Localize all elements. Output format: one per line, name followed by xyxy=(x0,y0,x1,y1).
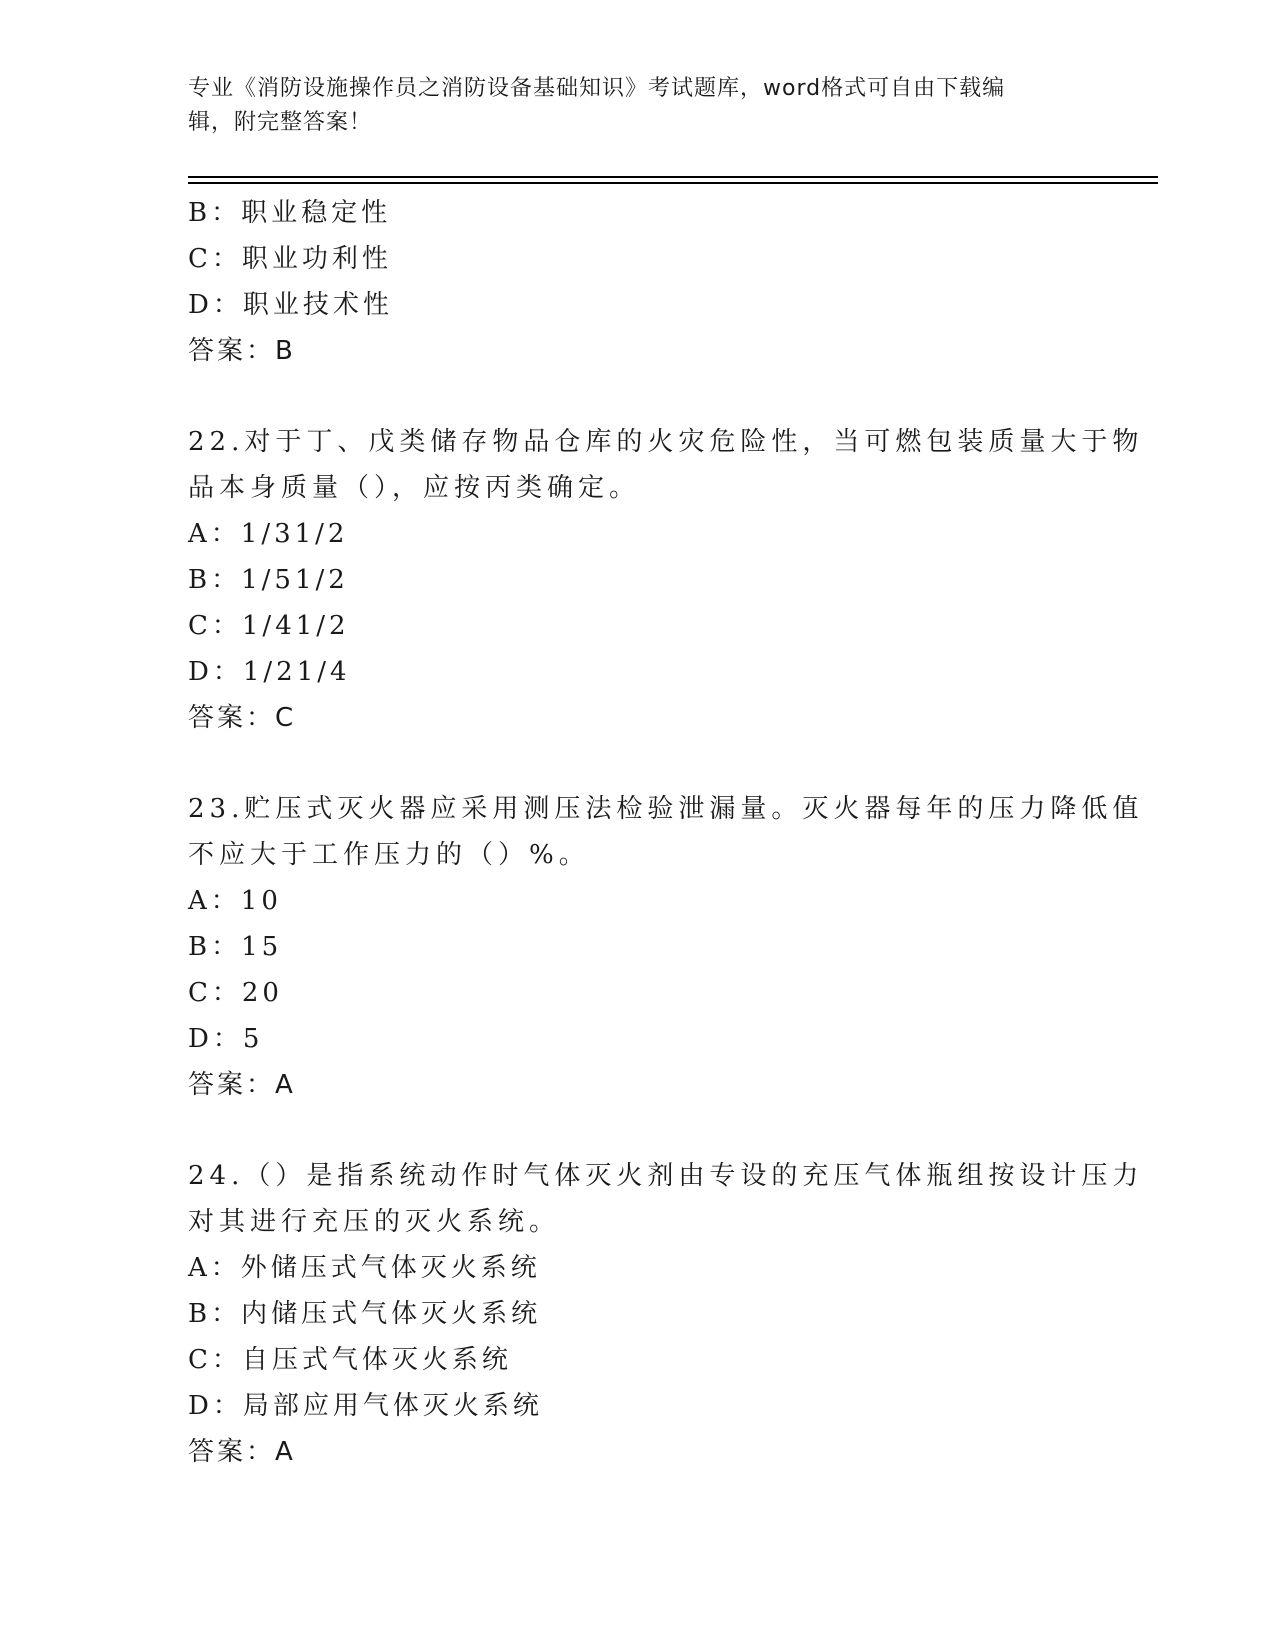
question-23 xyxy=(188,786,1144,1108)
option-c: C：自压式气体灭火系统 xyxy=(188,1345,512,1375)
answer-line: 答案：A xyxy=(188,1070,296,1100)
option-b: B：职业稳定性 xyxy=(188,198,392,228)
question-list xyxy=(188,190,1144,1475)
question-stem xyxy=(188,786,1144,878)
option-c: C：20 xyxy=(188,978,283,1008)
question-stem-line: 22.对于丁、戊类储存物品仓库的火灾危险性，当可燃包装质量大于物 xyxy=(188,427,1144,457)
answer-line: 答案：B xyxy=(188,336,296,366)
option-c: C：1/41/2 xyxy=(188,611,350,641)
question-stem-line: 品本身质量（），应按丙类确定。 xyxy=(188,473,641,503)
header-divider-top xyxy=(188,176,1158,178)
option-a: A：1/31/2 xyxy=(188,519,349,549)
document-header xyxy=(188,72,1068,140)
option-d: D：5 xyxy=(188,1024,264,1054)
option-a: A：外储压式气体灭火系统 xyxy=(188,1253,541,1283)
question-24 xyxy=(188,1153,1144,1475)
option-d: D：1/21/4 xyxy=(188,657,351,687)
question-stem-line: 23.贮压式灭火器应采用测压法检验泄漏量。灭火器每年的压力降低值 xyxy=(188,794,1144,824)
option-a: A：10 xyxy=(188,886,282,916)
option-c: C：职业功利性 xyxy=(188,244,392,274)
option-d: D：职业技术性 xyxy=(188,290,393,320)
question-partial xyxy=(188,190,1088,374)
header-line-1: 专业《消防设施操作员之消防设备基础知识》考试题库，word格式可自由下载编 xyxy=(188,76,1006,101)
question-stem-line: 对其进行充压的灭火系统。 xyxy=(188,1207,561,1237)
header-divider-bottom xyxy=(188,182,1158,184)
option-d: D：局部应用气体灭火系统 xyxy=(188,1391,543,1421)
question-stem-line: 24.（）是指系统动作时气体灭火剂由专设的充压气体瓶组按设计压力 xyxy=(188,1161,1144,1191)
question-stem xyxy=(188,1153,1144,1245)
option-b: B：1/51/2 xyxy=(188,565,349,595)
answer-line: 答案：A xyxy=(188,1437,296,1467)
option-b: B：内储压式气体灭火系统 xyxy=(188,1299,542,1329)
question-stem xyxy=(188,419,1144,511)
answer-line: 答案：C xyxy=(188,703,297,733)
question-22 xyxy=(188,419,1144,741)
option-b: B：15 xyxy=(188,932,283,962)
header-line-2: 辑，附完整答案！ xyxy=(188,110,373,135)
question-stem-line: 不应大于工作压力的（）%。 xyxy=(188,840,590,870)
